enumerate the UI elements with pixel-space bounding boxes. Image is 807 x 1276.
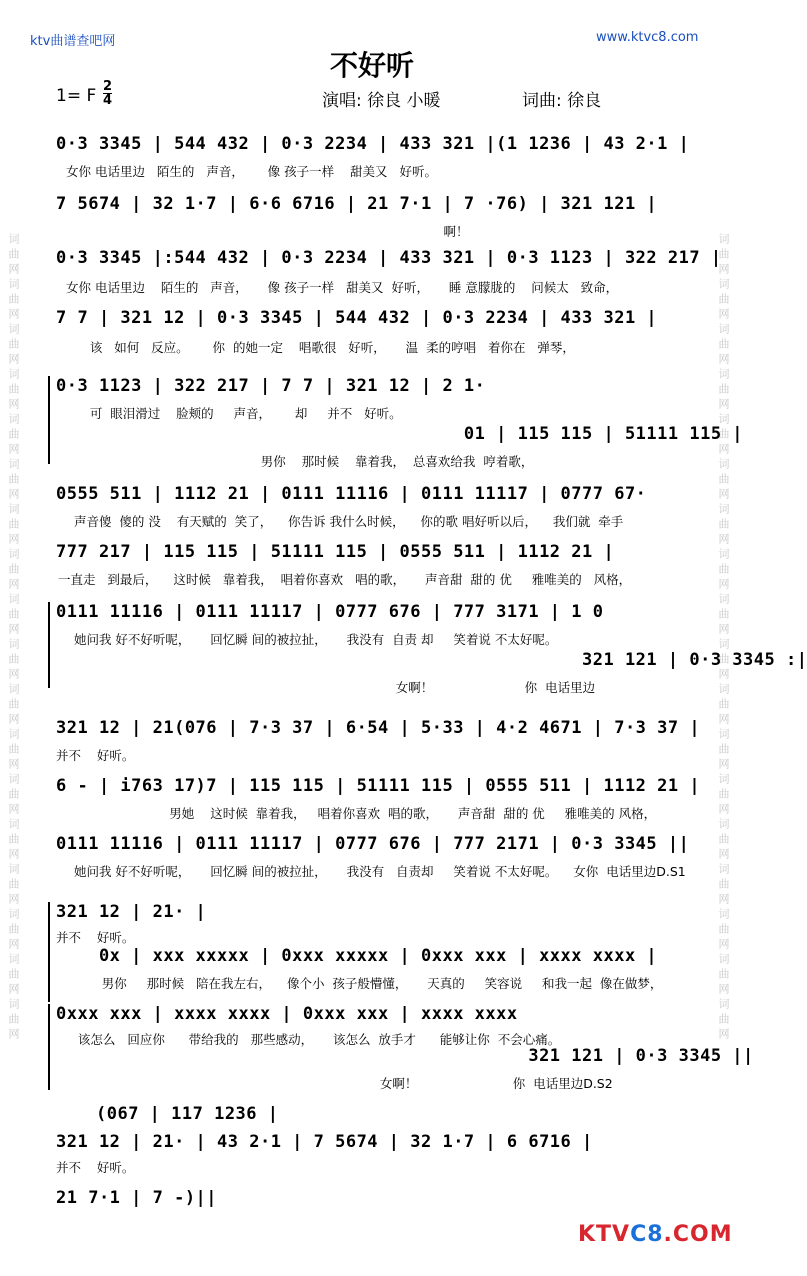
time-signature — [103, 80, 112, 107]
music-line-4: 7 7 | 321 12 | 0·3 3345 | 544 432 | 0·3 2234 | 433 321 | — [56, 308, 658, 328]
meter-top: 2 — [103, 79, 113, 94]
repeat-bracket-3 — [48, 902, 50, 1002]
lyric-line-12: 男她 这时候 靠着我， 唱着你喜欢 唱的歌， 声音甜 甜的 优 雅唯美的 风格， — [66, 806, 657, 821]
music-line-15: 0x | xxx xxxxx | 0xxx xxxxx | 0xxx xxx | xxxx xxxx | — [56, 946, 658, 966]
logo-part2: C8 — [630, 1222, 664, 1247]
lyric-line-14: 并不 好听。 — [56, 930, 135, 945]
lyric-line-13: 她问我 好不好听呢， 回忆瞬 间的被拉扯， 我没有 自责却 笑着说 不太好呢。 女你 电话里边D.S1 — [66, 864, 686, 879]
music-line-7: 0555 511 | 1112 21 | 0111 11116 | 0111 11117 | 0777 67· — [56, 484, 647, 504]
site-url-right: www.ktvc8.com — [596, 30, 699, 45]
music-line-17: 321 121 | 0·3 3345 || — [56, 1046, 754, 1066]
music-line-3: 0·3 3345 |:544 432 | 0·3 2234 | 433 321 | 0·3 1123 | 322 217 | — [56, 248, 722, 268]
lyric-line-15: 男你 那时候 陪在我左右， 像个小 孩子般懵懂， 天真的 笑容说 和我一起 像在做梦， — [66, 976, 663, 991]
repeat-bracket-1 — [48, 376, 50, 464]
lyric-line-1: 女你 电话里边 陌生的 声音， 像 孩子一样 甜美又 好听。 — [66, 164, 437, 179]
lyric-line-19: 并不 好听。 — [56, 1160, 135, 1175]
music-line-9: 0111 11116 | 0111 11117 | 0777 676 | 777 3171 | 1 0 — [56, 602, 604, 622]
lyric-line-7: 声音傻 傻的 没 有天赋的 笑了， 你告诉 我什么时候， 你的歌 唱好听以后， 我们就 牵手 — [66, 514, 624, 529]
lyric-line-4: 该 如何 反应。 你 的她一定 唱歌很 好听， 温 柔的哼唱 着你在 弹琴， — [66, 340, 575, 355]
composer-credit: 词曲: 徐良 — [522, 91, 602, 111]
lyric-line-2: 啊！ — [66, 224, 469, 239]
lyric-line-17: 女啊！ 你 电话里边D.S2 — [66, 1076, 613, 1091]
left-watermark: 词曲网词曲网词曲网词曲网词曲网词曲网词曲网词曲网词曲网词曲网词曲网词曲网词曲网词曲网词曲网词曲网词曲网词曲网 — [7, 233, 20, 1043]
music-line-16: 0xxx xxx | xxxx xxxx | 0xxx xxx | xxxx xxxx — [56, 1004, 518, 1024]
lyric-line-10: 女啊！ 你 电话里边 — [66, 680, 596, 695]
singers-credit: 演唱: 徐良 小暖 — [322, 91, 441, 111]
repeat-bracket-2 — [48, 602, 50, 688]
lyric-line-16: 该怎么 回应你 带给我的 那些感动， 该怎么 放手才 能够让你 不会心痛。 — [66, 1032, 561, 1047]
song-title: 不好听 — [330, 49, 415, 82]
music-line-14: 321 12 | 21· | — [56, 902, 207, 922]
lyric-line-11: 并不 好听。 — [56, 748, 135, 763]
music-line-20: 21 7·1 | 7 -)|| — [56, 1188, 218, 1208]
music-line-18: (067 | 117 1236 | — [96, 1104, 279, 1124]
music-line-6: 01 | 115 115 | 51111 115 | — [56, 424, 744, 444]
music-line-1: 0·3 3345 | 544 432 | 0·3 2234 | 433 321 |(1 1236 | 43 2·1 | — [56, 134, 690, 154]
site-logo — [578, 1222, 733, 1247]
repeat-bracket-4 — [48, 1004, 50, 1090]
key-signature: 1= F — [56, 86, 97, 106]
music-line-10: 321 121 | 0·3 3345 :| — [56, 650, 807, 670]
music-line-8: 777 217 | 115 115 | 51111 115 | 0555 511 | 1112 21 | — [56, 542, 615, 562]
logo-part3: .COM — [663, 1222, 733, 1247]
site-name-left: ktv曲谱查吧网 — [30, 34, 116, 49]
logo-part1: KTV — [578, 1222, 631, 1247]
music-line-11: 321 12 | 21(076 | 7·3 37 | 6·54 | 5·33 | 4·2 4671 | 7·3 37 | — [56, 718, 701, 738]
music-line-19: 321 12 | 21· | 43 2·1 | 7 5674 | 32 1·7 | 6 6716 | — [56, 1132, 593, 1152]
music-line-13: 0111 11116 | 0111 11117 | 0777 676 | 777 2171 | 0·3 3345 || — [56, 834, 690, 854]
music-line-12: 6 - | i763 17)7 | 115 115 | 51111 115 | 0555 511 | 1112 21 | — [56, 776, 701, 796]
music-line-2: 7 5674 | 32 1·7 | 6·6 6716 | 21 7·1 | 7 ·76) | 321 121 | — [56, 194, 658, 214]
lyric-line-8: 一直走 到最后， 这时候 靠着我， 唱着你喜欢 唱的歌， 声音甜 甜的 优 雅唯美的 风格， — [58, 572, 632, 587]
lyric-line-6: 男你 那时候 靠着我， 总喜欢给我 哼着歌， — [66, 454, 534, 469]
lyric-line-5: 可 眼泪滑过 脸颊的 声音， 却 并不 好听。 — [66, 406, 402, 421]
meter-bottom: 4 — [103, 93, 113, 108]
lyric-line-9: 她问我 好不好听呢， 回忆瞬 间的被拉扯， 我没有 自责 却 笑着说 不太好呢。 — [66, 632, 558, 647]
right-watermark: 词曲网词曲网词曲网词曲网词曲网词曲网词曲网词曲网词曲网词曲网词曲网词曲网词曲网词曲网词曲网词曲网词曲网词曲网 — [717, 233, 730, 1043]
lyric-line-3: 女你 电话里边 陌生的 声音， 像 孩子一样 甜美又 好听， 睡 意朦胧的 问候太 致命， — [66, 280, 619, 295]
music-line-5: 0·3 1123 | 322 217 | 7 7 | 321 12 | 2 1· — [56, 376, 486, 396]
